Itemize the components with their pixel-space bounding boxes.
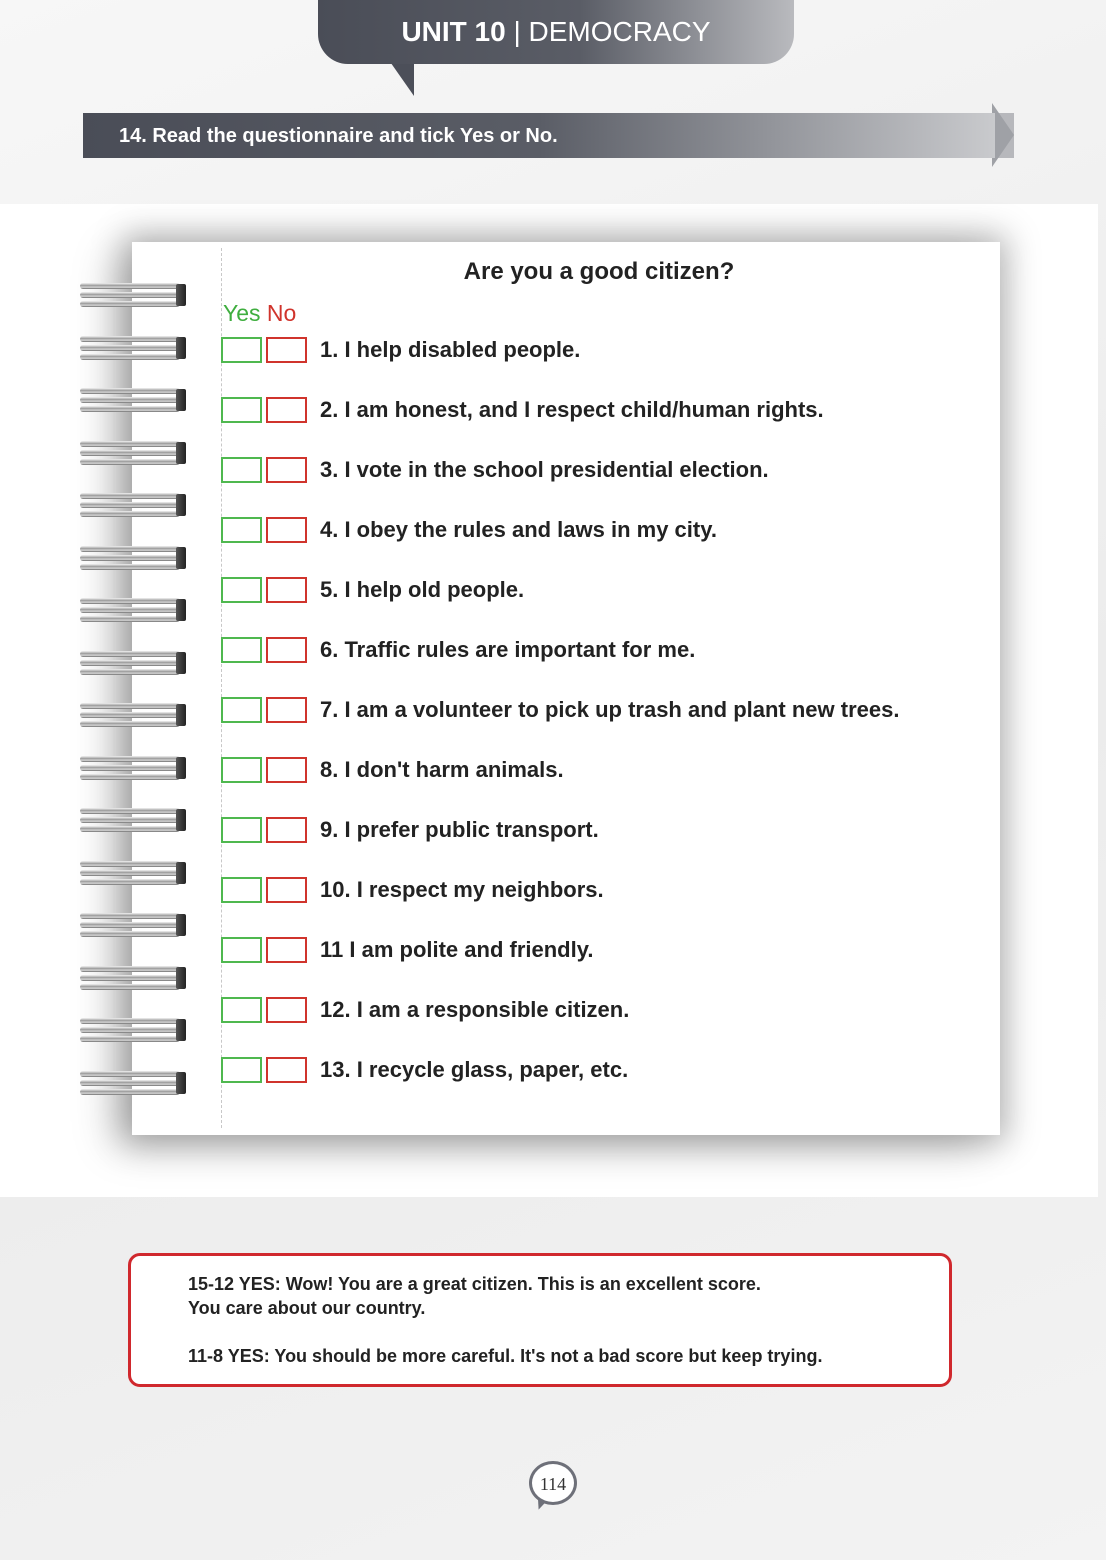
list-item-text: 10. I respect my neighbors.	[320, 877, 604, 902]
no-checkbox[interactable]	[266, 457, 307, 483]
unit-number: UNIT 10	[401, 16, 506, 47]
spiral-ring	[80, 491, 186, 519]
no-checkbox[interactable]	[266, 397, 307, 423]
unit-separator: |	[513, 16, 521, 47]
no-checkbox[interactable]	[266, 757, 307, 783]
list-item-text: 5. I help old people.	[320, 577, 525, 602]
list-item-text: 12. I am a responsible citizen.	[320, 997, 630, 1022]
yes-checkbox[interactable]	[221, 517, 262, 543]
no-checkbox[interactable]	[266, 637, 307, 663]
no-checkbox[interactable]	[266, 337, 307, 363]
spiral-ring	[80, 1016, 186, 1044]
unit-header	[318, 0, 794, 64]
score-line-mid: 11-8 YES: You should be more careful. It's not a bad score but keep trying.	[188, 1346, 823, 1366]
yes-checkbox[interactable]	[221, 337, 262, 363]
list-item-text: 9. I prefer public transport.	[320, 817, 599, 842]
yes-checkbox[interactable]	[221, 757, 262, 783]
list-item-text: 4. I obey the rules and laws in my city.	[320, 517, 717, 542]
list-item-text: 7. I am a volunteer to pick up trash and plant new trees.	[320, 697, 900, 722]
yes-no-header	[223, 300, 296, 327]
yes-checkbox[interactable]	[221, 877, 262, 903]
spiral-ring	[80, 911, 186, 939]
score-line-high-cont: You care about our country.	[188, 1298, 426, 1318]
no-checkbox[interactable]	[266, 517, 307, 543]
list-item-text: 11 I am polite and friendly.	[320, 937, 594, 962]
score-box	[128, 1253, 952, 1387]
yes-checkbox[interactable]	[221, 937, 262, 963]
spiral-ring	[80, 1069, 186, 1097]
spiral-ring	[80, 439, 186, 467]
list-item-text: 2. I am honest, and I respect child/human rights.	[320, 397, 824, 422]
yes-checkbox[interactable]	[221, 697, 262, 723]
list-item-text: 1. I help disabled people.	[320, 337, 581, 362]
no-checkbox[interactable]	[266, 577, 307, 603]
yes-checkbox[interactable]	[221, 1057, 262, 1083]
yes-checkbox[interactable]	[221, 817, 262, 843]
page-number: 114	[529, 1461, 577, 1505]
spiral-ring	[80, 386, 186, 414]
spiral-ring	[80, 964, 186, 992]
questionnaire-title: Are you a good citizen?	[463, 258, 735, 285]
no-label: No	[266, 300, 297, 326]
no-checkbox[interactable]	[266, 697, 307, 723]
no-checkbox[interactable]	[266, 817, 307, 843]
yes-checkbox[interactable]	[221, 397, 262, 423]
yes-checkbox[interactable]	[221, 997, 262, 1023]
arrow-right-icon	[992, 103, 1014, 167]
spiral-ring	[80, 754, 186, 782]
spiral-ring	[80, 859, 186, 887]
spiral-ring	[80, 806, 186, 834]
spiral-ring	[80, 649, 186, 677]
yes-checkbox[interactable]	[221, 457, 262, 483]
score-line-high: 15-12 YES: Wow! You are a great citizen. This is an excellent score.	[188, 1274, 761, 1294]
spiral-ring	[80, 334, 186, 362]
no-checkbox[interactable]	[266, 997, 307, 1023]
no-checkbox[interactable]	[266, 937, 307, 963]
list-item-text: 6. Traffic rules are important for me.	[320, 637, 696, 662]
instruction-banner: 14. Read the questionnaire and tick Yes or No.	[83, 113, 995, 158]
unit-topic: DEMOCRACY	[528, 16, 711, 47]
list-item-text: 8. I don't harm animals.	[320, 757, 564, 782]
yes-checkbox[interactable]	[221, 577, 262, 603]
spiral-ring	[80, 596, 186, 624]
spiral-ring	[80, 701, 186, 729]
list-item-text: 3. I vote in the school presidential election.	[320, 457, 769, 482]
spiral-ring	[80, 544, 186, 572]
no-checkbox[interactable]	[266, 877, 307, 903]
yes-checkbox[interactable]	[221, 637, 262, 663]
notebook-margin-line	[221, 248, 222, 1128]
list-item-text: 13. I recycle glass, paper, etc.	[320, 1057, 629, 1082]
yes-label: Yes	[223, 300, 261, 326]
no-checkbox[interactable]	[266, 1057, 307, 1083]
